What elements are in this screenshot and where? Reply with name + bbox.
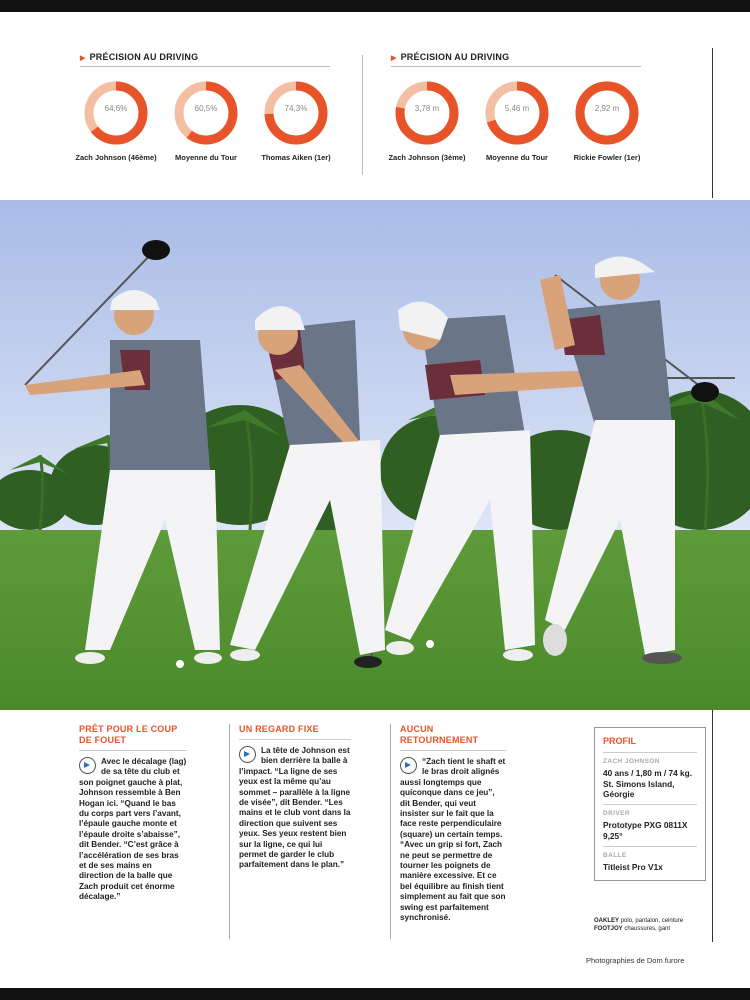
panel-title	[80, 52, 198, 62]
panel-title-text: PRÉCISION AU DRIVING	[400, 52, 510, 62]
column-text-content: Avec le décalage (lag) de sa tête du club et son poignet gauche à plat, Johnson ressemble à Ben Hogan ici. “Quand le bas du corps part vers l’avant, l’épaule gauche monte et l’épaule droite s’abaisse”, dit Bender. “C’est grâce à l’accélération de ses bras et de ses mains en direction de la balle que Zach produit cet énorme décalage.”	[79, 757, 187, 902]
divider	[239, 739, 351, 740]
column-text	[400, 757, 506, 924]
column-text-content: “Zach tient le shaft et le bras droit alignés aussi longtemps que quiconque dans ce jeu”, dit Bender, qui veut insister sur le fait que la face reste perpendiculaire (square) un certain temps. “Avec un grip si fort, Zach ne peut se permettre de tourner les poignets de manière excessive. Et ce bel équilibre au finish tient simplement au fait que son swing est parfaitement synchronisé.	[400, 757, 506, 923]
sponsor-items: polo, pantalon, ceinture	[620, 918, 684, 924]
sponsor-line	[594, 917, 714, 925]
triangle-bullet-icon: ▶	[391, 55, 397, 62]
top-black-bar	[0, 0, 750, 12]
profile-heading: PROFIL	[603, 736, 636, 746]
donut-label: Moyenne du Tour	[175, 153, 237, 162]
profile-box	[594, 727, 706, 881]
donut-label: Thomas Aiken (1er)	[261, 153, 331, 162]
driving-accuracy-panel-left	[75, 52, 340, 182]
column-heading: AUCUN RETOURNEMENT	[400, 724, 479, 745]
donut-value: 5,46 m	[504, 104, 530, 113]
arrow-bubble-icon	[239, 746, 256, 763]
divider	[603, 752, 697, 753]
profile-driver-label: DRIVER	[603, 810, 630, 817]
profile-ball-value: Titleist Pro V1x	[603, 862, 663, 872]
donut-value: 64,6%	[104, 104, 128, 113]
photo-credit: Photographies de Dom furore	[586, 956, 685, 965]
column-text-content: La tête de Johnson est bien derrière la balle à l’impact. “La ligne de ses yeux est la même qu’au sommet – parallèle à la ligne de visée”, dit Bender. “Les mains et le club vont dans la direction que suivent ses yeux. Ses yeux restent bien sur la ligne, ce qui lui permet de garder le club parfaitement dans le plan.”	[239, 746, 351, 870]
arrow-bubble-icon	[79, 757, 96, 774]
sponsor-items: chaussures, gant	[624, 926, 671, 932]
bottom-black-bar	[0, 988, 750, 1000]
sponsor-brand: OAKLEY	[594, 918, 620, 924]
triangle-bullet-icon: ▶	[80, 55, 86, 62]
page-edge-rule	[712, 710, 713, 942]
sponsor-credits	[594, 917, 714, 933]
article-column-1	[79, 724, 187, 903]
profile-name-label: ZACH JOHNSON	[603, 758, 660, 765]
panel-title	[391, 52, 509, 62]
donut-chart	[574, 80, 640, 146]
profile-ball-label: BALLE	[603, 852, 627, 859]
arrow-bubble-icon	[400, 757, 417, 774]
swing-sequence-photo	[0, 200, 750, 710]
donut-label: Zach Johnson (3ème)	[388, 153, 466, 162]
donut-label: Rickie Fowler (1er)	[573, 153, 641, 162]
donut-label: Moyenne du Tour	[486, 153, 548, 162]
donut-value: 2,92 m	[594, 104, 620, 113]
vertical-divider	[362, 55, 363, 175]
profile-driver-value: Prototype PXG 0811X 9,25°	[603, 820, 688, 841]
sponsor-line	[594, 925, 714, 933]
column-heading: UN REGARD FIXE	[239, 724, 319, 734]
divider	[80, 66, 330, 67]
donut-label: Zach Johnson (46ème)	[75, 153, 157, 162]
column-text	[239, 746, 351, 871]
column-text	[79, 757, 187, 903]
page-edge-rule	[712, 48, 713, 198]
divider	[400, 750, 506, 751]
donut-fill	[580, 86, 634, 140]
donut-value: 74,3%	[284, 104, 308, 113]
column-heading: PRÊT POUR LE COUP DE FOUET	[79, 724, 178, 745]
article-column-2	[239, 724, 351, 871]
donut-chart	[83, 80, 149, 146]
divider	[79, 750, 187, 751]
divider	[603, 804, 697, 805]
panel-title-text: PRÉCISION AU DRIVING	[89, 52, 199, 62]
driving-accuracy-panel-right	[388, 52, 651, 182]
article-column-3	[400, 724, 506, 924]
donut-value: 3,78 m	[414, 104, 440, 113]
column-divider	[229, 724, 230, 939]
column-divider	[390, 724, 391, 939]
profile-name-value: 40 ans / 1,80 m / 74 kg. St. Simons Island, Géorgie	[603, 768, 693, 799]
donut-value: 60,5%	[194, 104, 218, 113]
donut-chart	[394, 80, 460, 146]
divider	[603, 846, 697, 847]
donut-chart	[263, 80, 329, 146]
divider	[391, 66, 641, 67]
donut-chart	[484, 80, 550, 146]
donut-chart	[173, 80, 239, 146]
sponsor-brand: FOOTJOY	[594, 926, 623, 932]
